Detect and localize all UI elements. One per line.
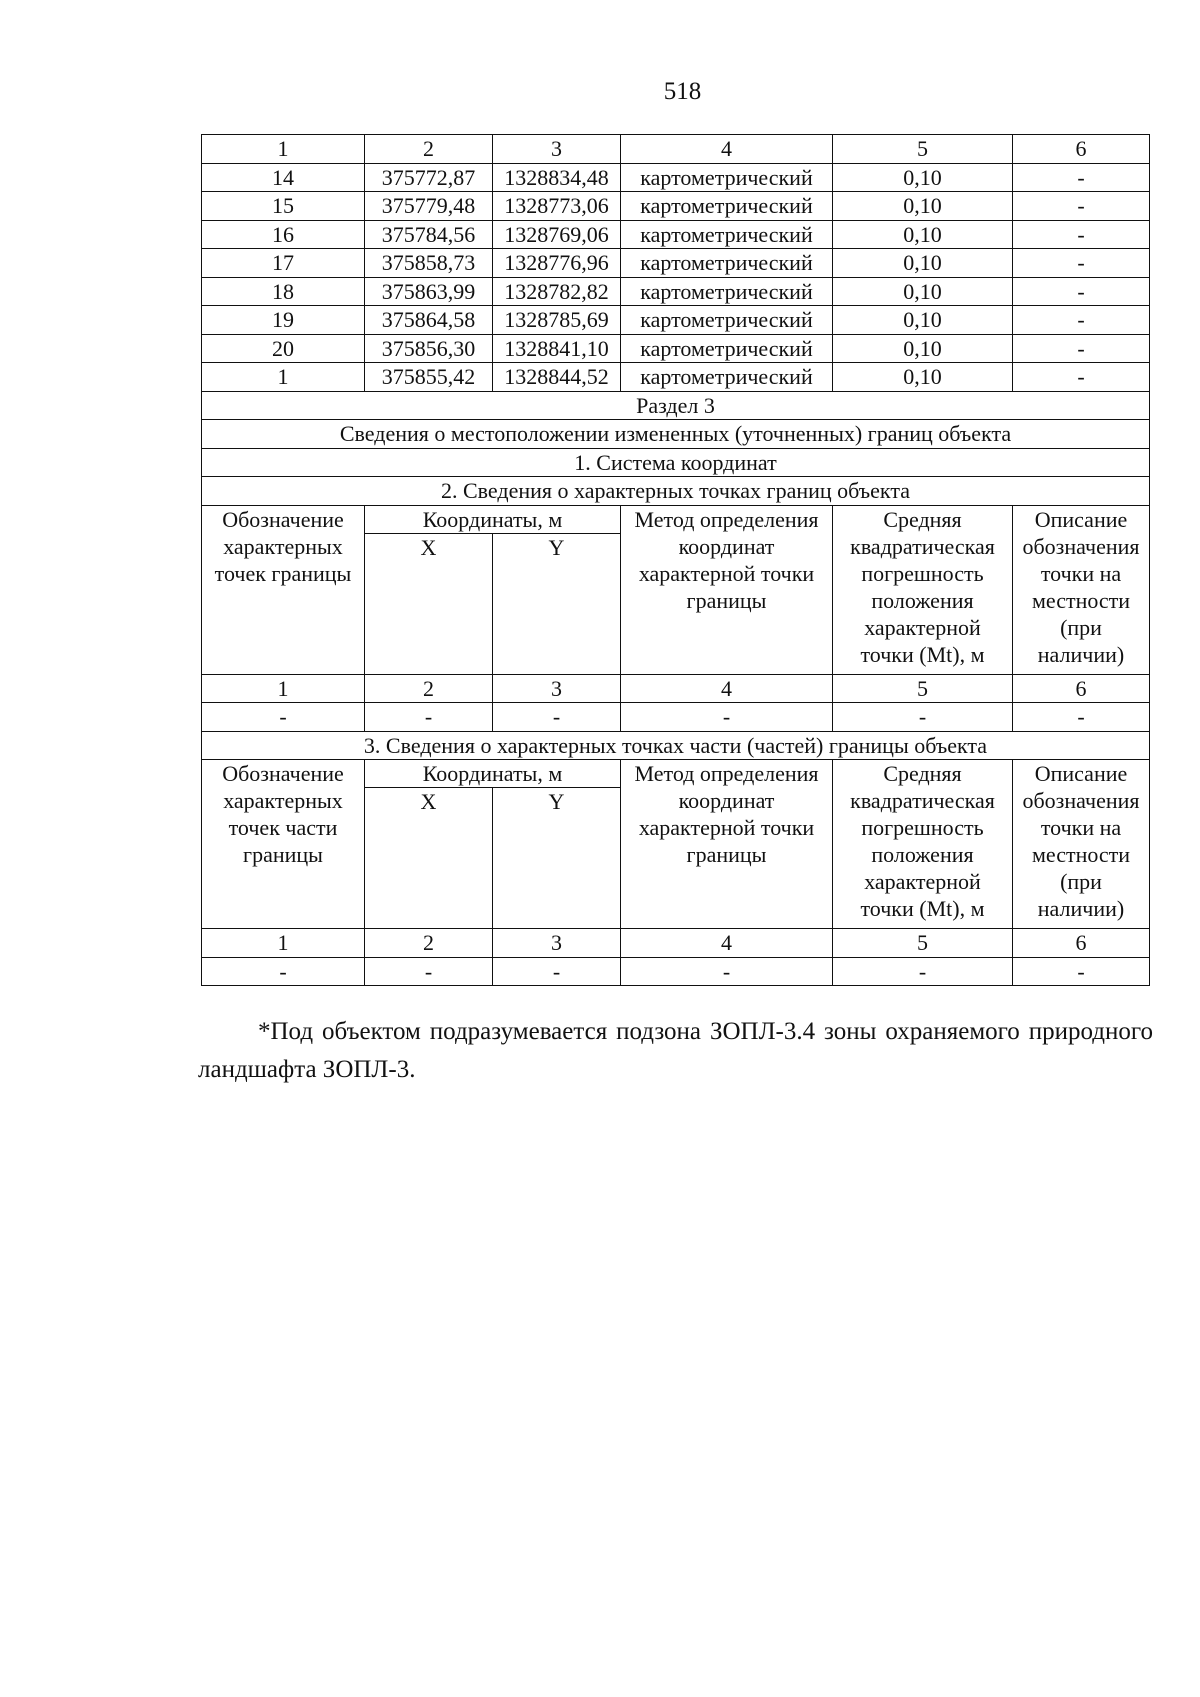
table-cell: картометрический	[621, 249, 833, 278]
header-y: Y	[493, 533, 621, 674]
table-cell: -	[1013, 163, 1150, 192]
table-row	[202, 192, 1150, 221]
table-cell: 0,10	[833, 249, 1013, 278]
column-number: 3	[493, 135, 621, 164]
section-subtitle: Сведения о местоположении измененных (уточненных) границ объекта	[202, 420, 1150, 449]
table-cell: 19	[202, 306, 365, 335]
header-point-designation: Обозначение характерных точек части границы	[202, 760, 365, 929]
table-cell: 20	[202, 334, 365, 363]
table-row	[202, 306, 1150, 335]
table-cell: -	[202, 957, 365, 986]
boundary-points-header-row	[202, 505, 1150, 533]
table-cell: 0,10	[833, 363, 1013, 392]
table-cell: 0,10	[833, 192, 1013, 221]
column-number: 1	[202, 135, 365, 164]
column-number: 5	[833, 135, 1013, 164]
header-x: X	[365, 788, 493, 929]
boundary-coordinates-table	[201, 134, 1150, 986]
column-number-row	[202, 929, 1150, 958]
table-cell: 0,10	[833, 220, 1013, 249]
table-cell: 17	[202, 249, 365, 278]
table-cell: -	[1013, 334, 1150, 363]
section-title: Раздел 3	[202, 391, 1150, 420]
header-description: Описание обозначения точки на местности (при наличии)	[1013, 505, 1150, 674]
table-row	[202, 334, 1150, 363]
column-number: 4	[621, 135, 833, 164]
coordinate-system-heading: 1. Система координат	[202, 448, 1150, 477]
table-row	[202, 220, 1150, 249]
header-x: X	[365, 533, 493, 674]
table-cell: 1328841,10	[493, 334, 621, 363]
table-cell: 14	[202, 163, 365, 192]
table-cell: картометрический	[621, 220, 833, 249]
table-cell: картометрический	[621, 334, 833, 363]
table-cell: 375863,99	[365, 277, 493, 306]
header-method: Метод определения координат характерной точки границы	[621, 505, 833, 674]
boundary-points-heading: 2. Сведения о характерных точках границ объекта	[202, 477, 1150, 506]
table-cell: картометрический	[621, 306, 833, 335]
table-cell: 375856,30	[365, 334, 493, 363]
column-number: 3	[493, 674, 621, 703]
table-cell: картометрический	[621, 363, 833, 392]
table-cell: 0,10	[833, 163, 1013, 192]
table-cell: -	[493, 703, 621, 732]
table-cell: -	[1013, 363, 1150, 392]
table-cell: картометрический	[621, 277, 833, 306]
table-cell: 375772,87	[365, 163, 493, 192]
header-coordinates: Координаты, м	[365, 505, 621, 533]
header-method: Метод определения координат характерной точки границы	[621, 760, 833, 929]
table-cell: -	[1013, 306, 1150, 335]
table-row	[202, 163, 1150, 192]
table-cell: -	[493, 957, 621, 986]
table-cell: -	[1013, 957, 1150, 986]
table-cell: -	[365, 703, 493, 732]
table-cell: 0,10	[833, 277, 1013, 306]
column-number: 4	[621, 674, 833, 703]
table-cell: картометрический	[621, 192, 833, 221]
table-cell: 375858,73	[365, 249, 493, 278]
page-number: 518	[663, 78, 702, 105]
header-description: Описание обозначения точки на местности (при наличии)	[1013, 760, 1150, 929]
table-cell: -	[1013, 277, 1150, 306]
boundary-part-header-row	[202, 760, 1150, 788]
table-cell: 1328769,06	[493, 220, 621, 249]
column-number: 2	[365, 929, 493, 958]
table-cell: 1	[202, 363, 365, 392]
table-cell: -	[1013, 249, 1150, 278]
table-cell: 1328785,69	[493, 306, 621, 335]
table-cell: картометрический	[621, 163, 833, 192]
table-cell: 0,10	[833, 306, 1013, 335]
table-cell: 15	[202, 192, 365, 221]
table-cell: 375864,58	[365, 306, 493, 335]
table-cell: 375855,42	[365, 363, 493, 392]
table-cell: -	[621, 957, 833, 986]
table-row	[202, 363, 1150, 392]
table-cell: 16	[202, 220, 365, 249]
header-point-designation: Обозначение характерных точек границы	[202, 505, 365, 674]
column-number: 3	[493, 929, 621, 958]
column-number: 5	[833, 929, 1013, 958]
table-cell: -	[365, 957, 493, 986]
column-number: 6	[1013, 929, 1150, 958]
column-number: 5	[833, 674, 1013, 703]
column-number: 6	[1013, 135, 1150, 164]
header-y: Y	[493, 788, 621, 929]
table-cell: 1328834,48	[493, 163, 621, 192]
table-cell: -	[1013, 703, 1150, 732]
table-row	[202, 277, 1150, 306]
table-cell: -	[1013, 220, 1150, 249]
empty-data-row	[202, 957, 1150, 986]
table-cell: 0,10	[833, 334, 1013, 363]
table-cell: 1328773,06	[493, 192, 621, 221]
column-number-row	[202, 135, 1150, 164]
empty-data-row	[202, 703, 1150, 732]
table-row	[202, 249, 1150, 278]
column-number: 1	[202, 674, 365, 703]
table-cell: 1328844,52	[493, 363, 621, 392]
table-cell: 375784,56	[365, 220, 493, 249]
table-cell: 375779,48	[365, 192, 493, 221]
table-cell: -	[833, 703, 1013, 732]
column-number: 2	[365, 674, 493, 703]
footnote: *Под объектом подразумевается подзона ЗОПЛ-3.4 зоны охраняемого природного ландшафта ЗОПЛ-3.	[198, 1018, 1153, 1083]
table-cell: -	[833, 957, 1013, 986]
table-cell: 1328782,82	[493, 277, 621, 306]
column-number-row	[202, 674, 1150, 703]
column-number: 2	[365, 135, 493, 164]
header-accuracy: Средняя квадратическая погрешность положения характерной точки (Mt), м	[833, 760, 1013, 929]
table-cell: -	[621, 703, 833, 732]
table-cell: -	[202, 703, 365, 732]
table-cell: -	[1013, 192, 1150, 221]
coordinate-rows	[202, 163, 1150, 391]
boundary-part-points-heading: 3. Сведения о характерных точках части (частей) границы объекта	[202, 731, 1150, 760]
table-cell: 1328776,96	[493, 249, 621, 278]
column-number: 6	[1013, 674, 1150, 703]
column-number: 1	[202, 929, 365, 958]
header-coordinates: Координаты, м	[365, 760, 621, 788]
table-cell: 18	[202, 277, 365, 306]
column-number: 4	[621, 929, 833, 958]
header-accuracy: Средняя квадратическая погрешность положения характерной точки (Mt), м	[833, 505, 1013, 674]
